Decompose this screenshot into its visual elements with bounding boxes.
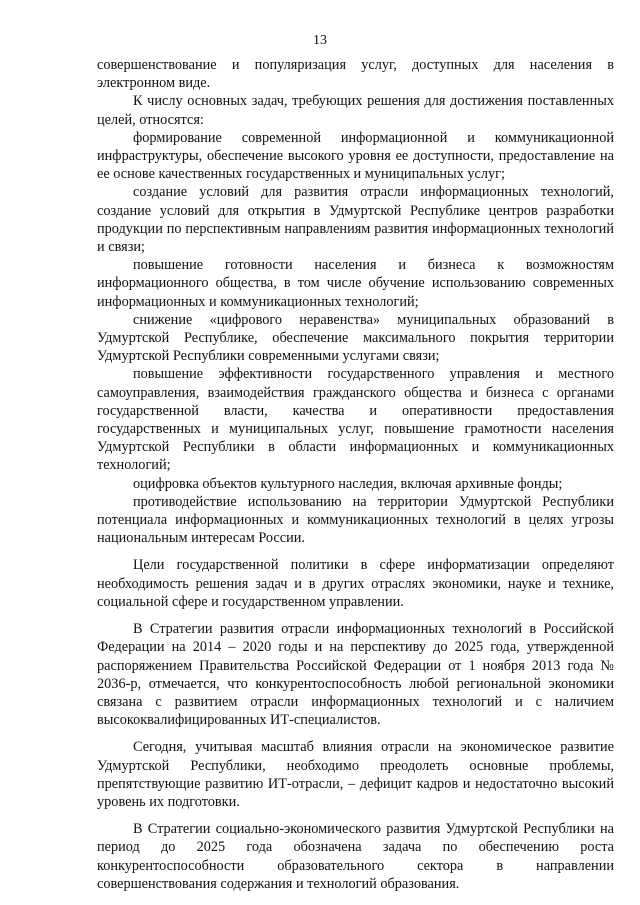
paragraph: снижение «цифрового неравенства» муниципальных образований в Удмуртской Республике, обеспечение максимального покрытия территории Удмуртской Республики современными услугами связи; [97,311,614,365]
paragraph: Цели государственной политики в сфере информатизации определяют необходимость решения задач и в других отраслях экономики, науке и технике, социальной сфере и государственном управлении. [97,557,614,610]
paragraph: Сегодня, учитывая масштаб влияния отрасли на экономическое развитие Удмуртской Республики, необходимо преодолеть основные проблемы, препятствующие развитию ИТ-отрасли, – дефицит кадров и недостаточно высокий уровень их подготовки. [97,739,614,810]
paragraph: противодействие использованию на территории Удмуртской Республики потенциала информационных и коммуникационных технологий в целях угрозы национальным интересам России. [97,493,614,547]
page-number: 13 [313,33,327,48]
paragraph: В Стратегии социально-экономического развития Удмуртской Республики на период до 2025 года обозначена задача по обеспечению роста конкурентоспособности образовательного сектора в направлении совершенствования содержания и технологий образования. [97,821,614,892]
paragraph: повышение готовности населения и бизнеса к возможностям информационного общества, в том числе обучение использованию современных информационных и коммуникационных технологий; [97,257,614,310]
paragraph: В Стратегии развития отрасли информационных технологий в Российской Федерации на 2014 – 2020 годы и на перспективу до 2025 года, утвержденной распоряжением Правительства Российской Федерации от 1 ноября 2013 года № 2036-р, отмечается, что конкурентоспособность любой региональной экономики связана с развитием отрасли информационных технологий и с наличием высококвалифицированных ИТ-специалистов. [97,621,614,729]
paragraph: совершенствование и популяризация услуг, доступных для населения в электронном виде. [97,57,614,92]
document-body [97,56,614,893]
paragraph: повышение эффективности государственного управления и местного самоуправления, взаимодействия гражданского общества и бизнеса с органами государственной власти, качества и оперативности предоставления государственных и муниципальных услуг, повышение грамотности населения Удмуртской Республики в области информационных и коммуникационных технологий; [97,366,614,474]
paragraph: формирование современной информационной и коммуникационной инфраструктуры, обеспечение высокого уровня ее доступности, предоставление на ее основе качественных государственных и муниципальных услуг; [97,129,614,183]
paragraph: оцифровка объектов культурного наследия, включая архивные фонды; [133,475,563,492]
paragraph: создание условий для развития отрасли информационных технологий, создание условий для открытия в Удмуртской Республике центров разработки продукции по перспективным направлениям развития информационных технологий и связи; [97,184,614,256]
paragraph: К числу основных задач, требующих решения для достижения поставленных целей, относятся: [97,93,614,128]
